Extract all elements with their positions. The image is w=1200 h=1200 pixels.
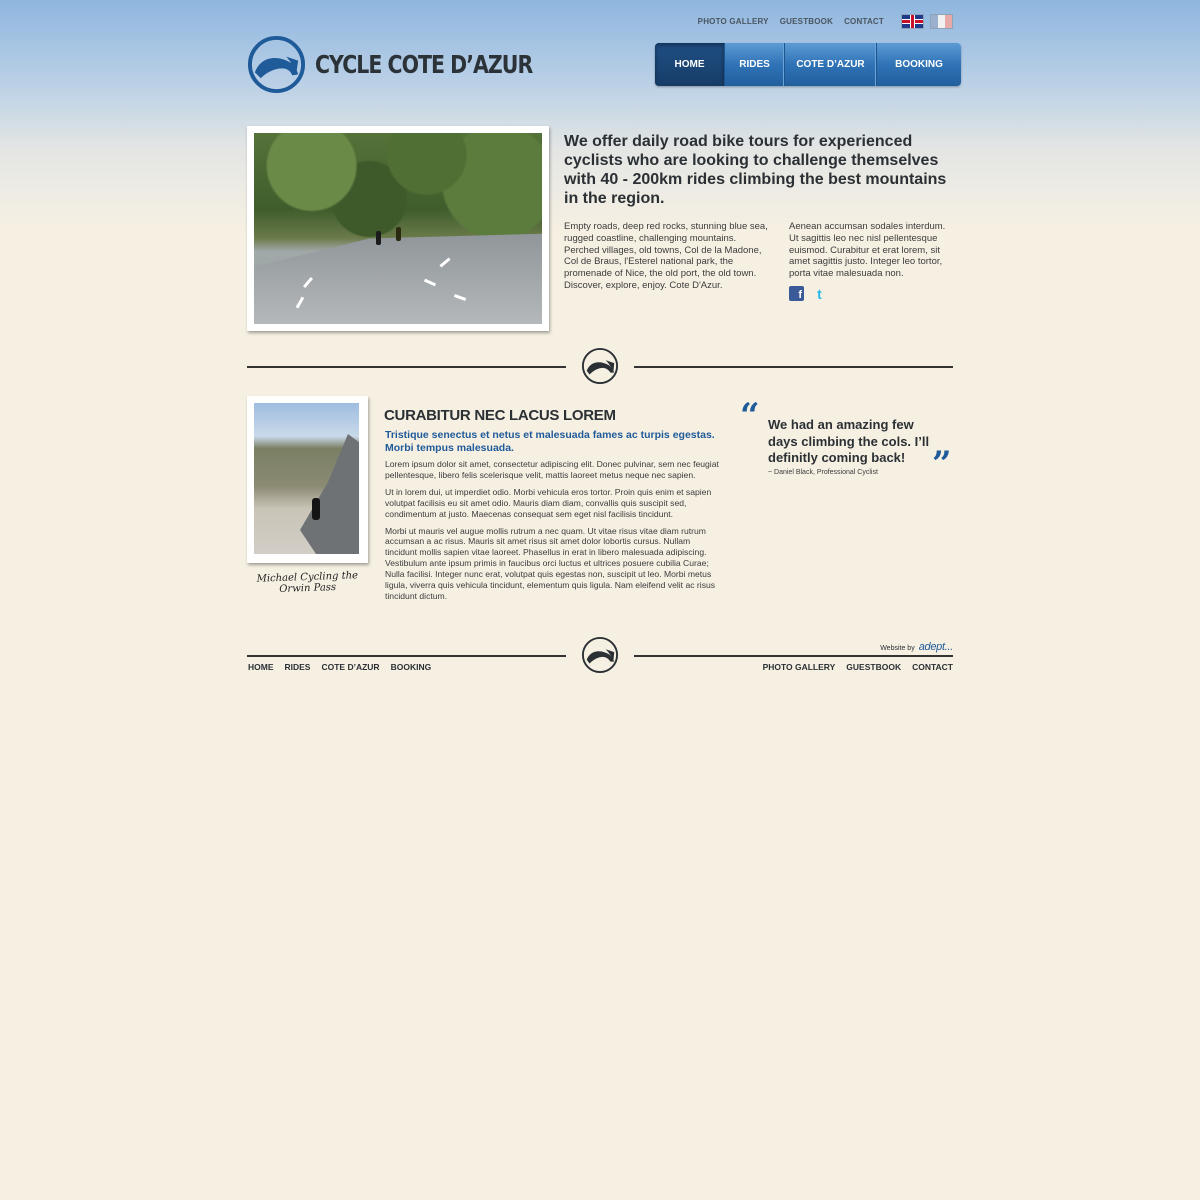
side-image [254, 403, 359, 554]
testimonial-text: We had an amazing few days climbing the cols. I’ll definitly coming back! [768, 417, 930, 465]
nav-cote-dazur[interactable]: COTE D’AZUR [785, 43, 877, 86]
footer-link-guestbook[interactable]: GUESTBOOK [846, 662, 902, 672]
footer-link-booking[interactable]: BOOKING [390, 662, 432, 672]
nav-home[interactable]: HOME [655, 43, 725, 86]
divider-line-right [634, 366, 953, 368]
section-divider [247, 347, 953, 387]
section-title: CURABITUR NEC LACUS LOREM [384, 407, 616, 424]
website-credit[interactable] [880, 641, 953, 653]
page [247, 0, 953, 700]
section-body [385, 459, 720, 608]
uk-flag-icon[interactable] [901, 14, 924, 29]
divider-emblem-icon [581, 347, 619, 385]
top-link-photo-gallery[interactable]: PHOTO GALLERY [697, 17, 769, 26]
footer-link-contact[interactable]: CONTACT [912, 662, 953, 672]
twitter-icon[interactable]: t [817, 286, 822, 302]
footer-nav-right [763, 662, 953, 672]
section-paragraph-1: Lorem ipsum dolor sit amet, consectetur adipiscing elit. Donec pulvinar, sem nec feugiat pellentesque, libero felis scelerisque velit, mattis laoreet metus neque nec sapien. [385, 459, 719, 480]
divider-emblem-icon [581, 636, 619, 674]
hero-text-right: Aenean accumsan sodales interdum. Ut sagittis leo nec nisl pellentesque euismod. Curabitur et erat lorem, sit amet sagittis justo. Integer leo tortor, porta vitae malesuada non. [789, 221, 946, 280]
section-subtitle: Tristique senectus et netus et malesuada fames ac turpis egestas. Morbi tempus malesuada. [385, 429, 715, 454]
facebook-icon[interactable]: f [789, 286, 804, 301]
side-photo [247, 396, 368, 563]
nav-booking[interactable]: BOOKING [895, 59, 943, 70]
divider-line-left [247, 366, 566, 368]
france-flag-icon[interactable] [930, 14, 953, 29]
footer-link-cote-dazur[interactable]: COTE D’AZUR [321, 662, 380, 672]
nav-rides[interactable]: RIDES [725, 43, 785, 86]
logo-text: CYCLE COTE D’AZUR [315, 50, 533, 79]
top-link-guestbook[interactable]: GUESTBOOK [779, 17, 834, 26]
divider-line-right [634, 655, 953, 657]
photo-caption-line-1: Michael Cycling the [256, 570, 359, 585]
quote-close-icon: ” [932, 444, 952, 484]
top-link-contact[interactable]: CONTACT [844, 17, 884, 26]
hero-image [254, 133, 542, 324]
footer-link-photo-gallery[interactable]: PHOTO GALLERY [762, 662, 836, 672]
hero-photo [247, 126, 549, 331]
quote-open-icon: “ [740, 396, 760, 436]
hero-text-left: Empty roads, deep red rocks, stunning blue sea, rugged coastline, challenging mountains. Perched villages, old towns, Col de la Madone, Col de Braus, l'Esterel national park, the promenade of Nice, the old port, the old town. Discover, explore, enjoy. Cote D'Azur. [564, 221, 768, 291]
divider-line-left [247, 655, 566, 657]
testimonial-author: ~ Daniel Black, Professional Cyclist [768, 469, 878, 476]
section-paragraph-3: Morbi ut mauris vel augue mollis rutrum a nec quam. Ut vitae risus vitae diam rutrum accumsan a ac risus. Mauris sit amet risus sit amet dolor lobortis cursus. Nullam tincidunt mollis sapien vitae laoreet. Phasellus in erat in libero malesuada adipiscing. Vestibulum ante ipsum primis in faucibus orci luctus et ultrices posuere cubilia Curae; Nulla facilisi. Integer nunc erat, volutpat quis egestas non, suscipit ut leo. Morbi metus ligula, viverra quis vehicula tincidunt, elementum quis ligula. Nam eleifend velit ac risus tincidunt dictum. [385, 525, 716, 601]
main-nav [655, 43, 961, 86]
website-credit-brand[interactable]: adept... [918, 641, 953, 653]
footer-link-rides[interactable]: RIDES [284, 662, 311, 672]
photo-caption [247, 570, 369, 596]
footer-nav-left [248, 662, 442, 672]
website-credit-label: Website by [880, 645, 915, 652]
footer-link-home[interactable]: HOME [248, 662, 274, 672]
logo-emblem-icon [247, 35, 306, 94]
hero-title: We offer daily road bike tours for experienced cyclists who are looking to challenge themselves with 40 - 200km rides climbing the best mountains in the region. [564, 133, 947, 207]
site-logo[interactable] [247, 35, 580, 94]
photo-caption-line-2: Orwin Pass [279, 582, 337, 595]
section-paragraph-2: Ut in lorem dui, ut imperdiet odio. Morbi vehicula eros tortor. Proin quis enim et sapien volutpat facilisis eu sit amet odio. Mauris diam diam, convallis quis suscipit sed, condimentum at justo. Maecenas consequat sem eget nisl facilisis tincidunt. [385, 486, 712, 519]
top-links [698, 14, 953, 29]
social-links [789, 286, 835, 301]
